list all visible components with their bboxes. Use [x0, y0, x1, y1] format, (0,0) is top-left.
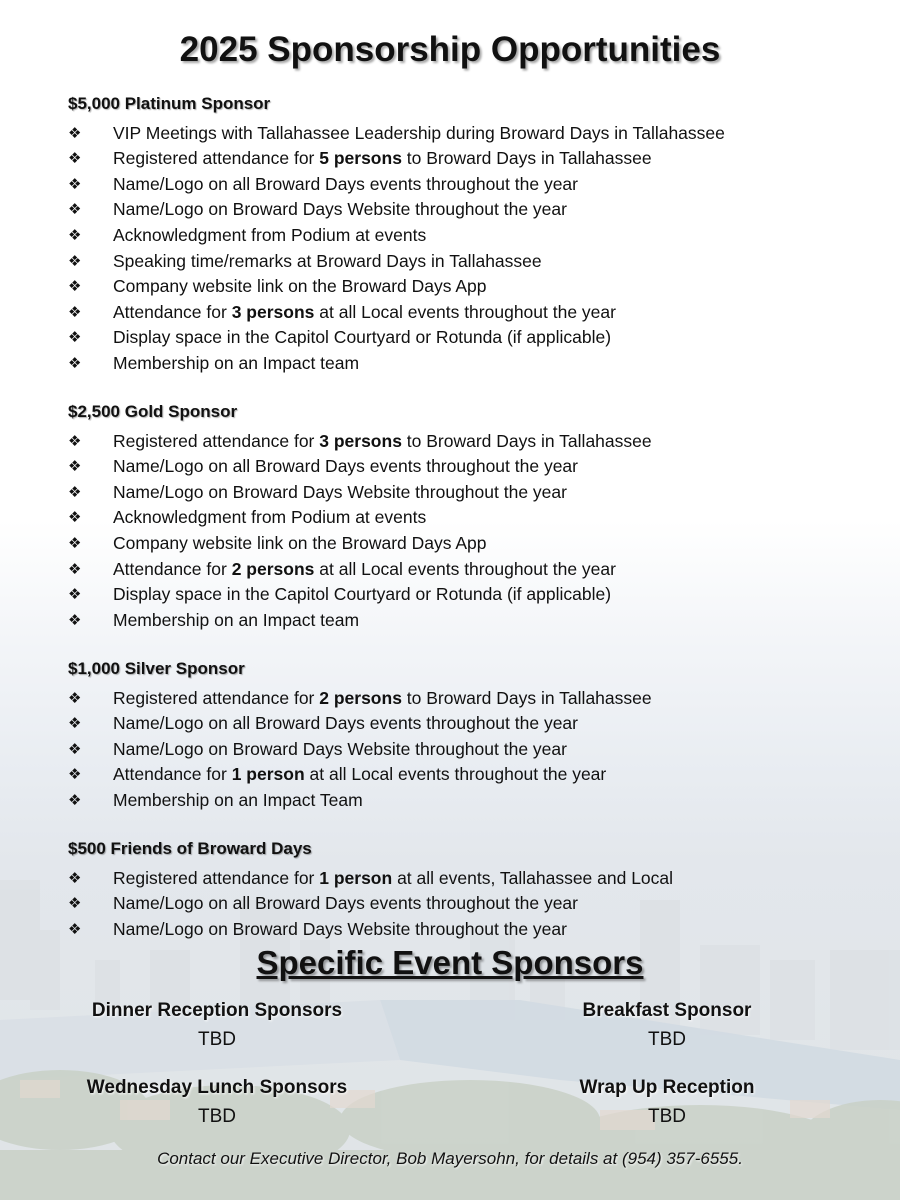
diamond-bullet-icon: ❖	[68, 303, 82, 321]
benefit-text-pre: Speaking time/remarks at Broward Days in Tallahassee	[113, 250, 542, 271]
benefit-text	[113, 325, 611, 351]
benefit-text	[113, 788, 363, 814]
benefit-item	[0, 737, 900, 763]
benefit-item	[0, 582, 900, 608]
benefit-text-pre: Name/Logo on all Broward Days events throughout the year	[113, 456, 578, 477]
diamond-bullet-icon: ❖	[68, 715, 82, 733]
tier-heading: $5,000 Platinum Sponsor	[68, 94, 271, 113]
diamond-bullet-icon: ❖	[68, 534, 82, 552]
event-name: Breakfast Sponsor	[582, 1000, 752, 1021]
benefit-text-pre: VIP Meetings with Tallahassee Leadership during Broward Days in Tallahassee	[113, 122, 725, 143]
benefit-text-post: at all Local events throughout the year	[314, 301, 616, 322]
benefit-item	[0, 866, 900, 892]
diamond-bullet-icon: ❖	[68, 920, 82, 938]
benefit-text	[113, 686, 652, 712]
benefit-text-pre: Display space in the Capitol Courtyard or Rotunda (if applicable)	[113, 327, 612, 348]
benefit-item	[0, 788, 900, 814]
benefit-text	[113, 351, 359, 377]
benefit-item	[0, 454, 900, 480]
diamond-bullet-icon: ❖	[68, 252, 82, 270]
benefit-quantity: 1 person	[231, 764, 305, 785]
benefit-text	[113, 917, 567, 943]
event-sponsors-title: Specific Event Sponsors	[256, 944, 644, 981]
benefit-item	[0, 121, 900, 147]
benefit-text-pre: Membership on an Impact Team	[113, 789, 363, 810]
diamond-bullet-icon: ❖	[68, 201, 82, 219]
benefit-item	[0, 557, 900, 583]
benefit-quantity: 2 persons	[231, 558, 315, 579]
benefit-text-pre: Name/Logo on all Broward Days events throughout the year	[113, 713, 578, 734]
benefit-text-pre: Registered attendance for	[113, 430, 320, 451]
event-name: Dinner Reception Sponsors	[91, 1000, 343, 1021]
diamond-bullet-icon: ❖	[68, 354, 82, 372]
benefit-item	[0, 891, 900, 917]
diamond-bullet-icon: ❖	[68, 740, 82, 758]
benefit-text	[113, 172, 578, 198]
benefit-text-post: to Broward Days in Tallahassee	[401, 148, 652, 169]
benefit-text	[113, 223, 426, 249]
diamond-bullet-icon: ❖	[68, 509, 82, 527]
benefit-text	[113, 146, 652, 172]
diamond-bullet-icon: ❖	[68, 150, 82, 168]
benefit-text-post: at all Local events throughout the year	[314, 558, 616, 579]
benefit-item	[0, 608, 900, 634]
benefit-text	[113, 121, 725, 147]
benefit-text-pre: Name/Logo on Broward Days Website throughout the year	[113, 738, 567, 759]
benefit-text-pre: Membership on an Impact team	[113, 352, 360, 373]
benefit-text	[113, 480, 567, 506]
event-wednesday-lunch	[47, 1074, 387, 1132]
benefit-text	[113, 711, 578, 737]
benefit-text-post: at all events, Tallahassee and Local	[392, 867, 674, 888]
benefit-text	[113, 762, 606, 788]
diamond-bullet-icon: ❖	[68, 895, 82, 913]
benefit-text-pre: Name/Logo on Broward Days Website throughout the year	[113, 481, 567, 502]
benefit-text	[113, 505, 426, 531]
benefit-text-pre: Registered attendance for	[113, 867, 320, 888]
event-value: TBD	[198, 1029, 236, 1050]
benefit-item	[0, 351, 900, 377]
benefit-text-post: at all Local events throughout the year	[304, 764, 607, 785]
diamond-bullet-icon: ❖	[68, 124, 82, 142]
tier-heading: $1,000 Silver Sponsor	[68, 659, 245, 678]
diamond-bullet-icon: ❖	[68, 611, 82, 629]
event-name: Wednesday Lunch Sponsors	[86, 1077, 348, 1098]
benefit-text	[113, 429, 652, 455]
benefit-item	[0, 480, 900, 506]
benefit-text-pre: Acknowledgment from Podium at events	[113, 507, 427, 528]
benefit-text	[113, 274, 487, 300]
event-name: Wrap Up Reception	[579, 1077, 755, 1098]
benefit-item	[0, 711, 900, 737]
benefit-text	[113, 454, 578, 480]
benefit-text	[113, 737, 567, 763]
benefit-text	[113, 557, 616, 583]
diamond-bullet-icon: ❖	[68, 175, 82, 193]
event-wrap-up-reception	[497, 1074, 837, 1132]
benefit-quantity: 3 persons	[319, 430, 402, 451]
event-dinner-reception	[47, 997, 387, 1055]
diamond-bullet-icon: ❖	[68, 458, 82, 476]
benefit-item	[0, 172, 900, 198]
benefit-text	[113, 300, 616, 326]
benefit-item	[0, 531, 900, 557]
diamond-bullet-icon: ❖	[68, 278, 82, 296]
benefit-item	[0, 505, 900, 531]
benefit-item	[0, 274, 900, 300]
benefit-item	[0, 325, 900, 351]
benefit-text-post: to Broward Days in Tallahassee	[401, 687, 652, 708]
benefit-quantity: 5 persons	[319, 148, 402, 169]
benefit-quantity: 1 person	[319, 867, 393, 888]
benefit-text-pre: Name/Logo on Broward Days Website throughout the year	[113, 918, 567, 939]
diamond-bullet-icon: ❖	[68, 766, 82, 784]
diamond-bullet-icon: ❖	[68, 432, 82, 450]
benefit-item	[0, 917, 900, 943]
benefit-item	[0, 686, 900, 712]
benefit-text	[113, 249, 542, 275]
contact-line: Contact our Executive Director, Bob Mayersohn, for details at (954) 357-6555.	[157, 1149, 743, 1168]
tier-heading: $500 Friends of Broward Days	[68, 839, 312, 858]
benefit-text-pre: Membership on an Impact team	[113, 609, 360, 630]
benefit-item	[0, 762, 900, 788]
benefit-text-pre: Attendance for	[113, 301, 232, 322]
benefit-item	[0, 223, 900, 249]
diamond-bullet-icon: ❖	[68, 689, 82, 707]
benefit-text-pre: Registered attendance for	[113, 148, 320, 169]
diamond-bullet-icon: ❖	[68, 483, 82, 501]
benefit-item	[0, 300, 900, 326]
benefit-item	[0, 429, 900, 455]
event-breakfast	[497, 997, 837, 1055]
benefit-text-post: to Broward Days in Tallahassee	[401, 430, 652, 451]
diamond-bullet-icon: ❖	[68, 791, 82, 809]
diamond-bullet-icon: ❖	[68, 560, 82, 578]
benefit-text-pre: Attendance for	[113, 558, 232, 579]
benefit-text	[113, 866, 673, 892]
benefit-text-pre: Attendance for	[113, 764, 232, 785]
benefit-text	[113, 608, 359, 634]
benefit-item	[0, 249, 900, 275]
benefit-text	[113, 891, 578, 917]
benefit-text-pre: Name/Logo on all Broward Days events throughout the year	[113, 173, 578, 194]
benefit-text-pre: Name/Logo on all Broward Days events throughout the year	[113, 893, 578, 914]
benefit-text	[113, 197, 567, 223]
benefit-item	[0, 197, 900, 223]
event-value: TBD	[198, 1106, 236, 1127]
benefit-text-pre: Acknowledgment from Podium at events	[113, 224, 427, 245]
tier-heading: $2,500 Gold Sponsor	[68, 402, 238, 421]
benefit-quantity: 3 persons	[231, 301, 315, 322]
page-title: 2025 Sponsorship Opportunities	[179, 30, 721, 69]
diamond-bullet-icon: ❖	[68, 226, 82, 244]
benefit-text-pre: Company website link on the Broward Days App	[113, 276, 487, 297]
benefit-text-pre: Registered attendance for	[113, 687, 320, 708]
diamond-bullet-icon: ❖	[68, 586, 82, 604]
benefit-text	[113, 531, 487, 557]
benefit-text-pre: Name/Logo on Broward Days Website throughout the year	[113, 199, 567, 220]
event-value: TBD	[648, 1029, 686, 1050]
benefit-item	[0, 146, 900, 172]
benefit-text-pre: Display space in the Capitol Courtyard or Rotunda (if applicable)	[113, 584, 612, 605]
benefit-text-pre: Company website link on the Broward Days App	[113, 532, 487, 553]
benefit-text	[113, 582, 611, 608]
diamond-bullet-icon: ❖	[68, 869, 82, 887]
benefit-quantity: 2 persons	[319, 687, 402, 708]
event-value: TBD	[648, 1106, 686, 1127]
diamond-bullet-icon: ❖	[68, 329, 82, 347]
